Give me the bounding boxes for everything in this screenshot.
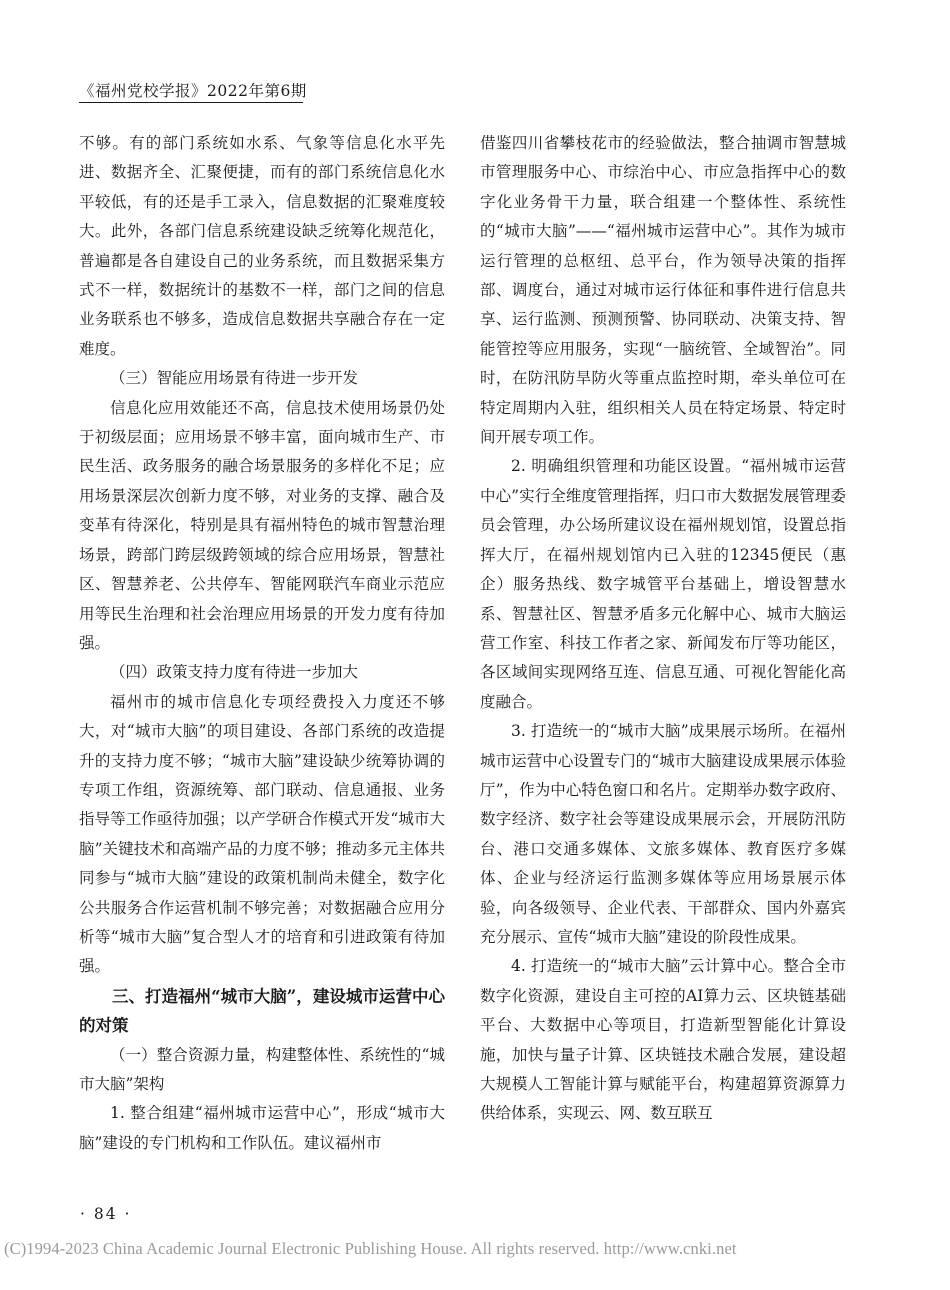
paragraph: 1. 整合组建“福州城市运营中心”，形成“城市大脑”建设的专门机构和工作队伍。建议福州市 xyxy=(79,1104,445,1152)
right-column xyxy=(480,129,846,1129)
left-column xyxy=(79,129,445,1158)
copyright-watermark: (C)1994-2023 China Academic Journal Electronic Publishing House. All rights reserved. http://www.cnki.net xyxy=(4,1239,737,1258)
paragraph: 信息化应用效能还不高，信息技术使用场景仍处于初级层面；应用场景不够丰富，面向城市生产、市民生活、政务服务的融合场景服务的多样化不足；应用场景深层次创新力度不够，对业务的支撑、融合及变革有待深化，特别是具有福州特色的城市智慧治理场景，跨部门跨层级跨领域的综合应用场景，智慧社区、智慧养老、公共停车、智能网联汽车商业示范应用等民生治理和社会治理应用场景的开发力度有待加强。 xyxy=(79,398,445,652)
paragraph: 2. 明确组织管理和功能区设置。“福州城市运营中心”实行全维度管理指挥，归口市大数据发展管理委员会管理，办公场所建议设在福州规划馆，设置总指挥大厅，在福州规划馆内已入驻的12345便民（惠企）服务热线、数字城管平台基础上，增设智慧水系、智慧社区、智慧矛盾多元化解中心、城市大脑运营工作室、科技工作者之家、新闻发布厅等功能区，各区域间实现网络互连、信息互通、可视化智能化高度融合。 xyxy=(480,457,846,711)
paragraph: 福州市的城市信息化专项经费投入力度还不够大，对“城市大脑”的项目建设、各部门系统的改造提升的支持力度不够；“城市大脑”建设缺少统筹协调的专项工作组，资源统筹、部门联动、信息通报、业务指导等工作亟待加强；以产学研合作模式开发“城市大脑”关键技术和高端产品的力度不够；推动多元主体共同参与“城市大脑”建设的政策机制尚未健全，数字化公共服务合作运营机制不够完善；对数据融合应用分析等“城市大脑”复合型人才的培育和引进政策有待加强。 xyxy=(79,692,445,976)
paragraph: 不够。有的部门系统如水系、气象等信息化水平先进、数据齐全、汇聚便捷，而有的部门系统信息化水平较低，有的还是手工录入，信息数据的汇聚难度较大。此外，各部门信息系统建设缺乏统筹化规范化，普遍都是各自建设自己的业务系统，而且数据采集方式不一样，数据统计的基数不一样，部门之间的信息业务联系也不够多，造成信息数据共享融合存在一定难度。 xyxy=(79,134,445,358)
paragraph: 借鉴四川省攀枝花市的经验做法，整合抽调市智慧城市管理服务中心、市综治中心、市应急指挥中心的数字化业务骨干力量，联合组建一个整体性、系统性的“城市大脑”——“福州城市运营中心”。其作为城市运行管理的总枢纽、总平台，作为领导决策的指挥部、调度台，通过对城市运行体征和事件进行信息共享、运行监测、预测预警、协同联动、决策支持、智能管控等应用服务，实现“一脑统管、全域智治”。同时，在防汛防旱防火等重点监控时期，牵头单位可在特定周期内入驻，组织相关人员在特定场景、特定时间开展专项工作。 xyxy=(480,134,846,447)
section-heading: 三、打造福州“城市大脑”，建设城市运营中心的对策 xyxy=(79,986,445,1036)
subsection-heading: （四）政策支持力度有待进一步加大 xyxy=(110,663,359,682)
subsection-heading: （三）智能应用场景有待进一步开发 xyxy=(110,369,359,388)
paragraph: 3. 打造统一的“城市大脑”成果展示场所。在福州城市运营中心设置专门的“城市大脑建设成果展示体验厅”，作为中心特色窗口和名片。定期举办数字政府、数字经济、数字社会等建设成果展示会，开展防汛防台、港口交通多媒体、文旅多媒体、教育医疗多媒体、企业与经济运行监测多媒体等应用场景展示体验，向各级领导、企业代表、干部群众、国内外嘉宾充分展示、宣传“城市大脑”建设的阶段性成果。 xyxy=(480,722,846,946)
header-rule xyxy=(79,102,303,103)
subsection-heading: （一）整合资源力量，构建整体性、系统性的“城市大脑”架构 xyxy=(79,1045,445,1093)
paragraph: 4. 打造统一的“城市大脑”云计算中心。整合全市数字化资源，建设自主可控的AI算力云、区块链基础平台、大数据中心等项目，打造新型智能化计算设施，加快与量子计算、区块链技术融合发展，建设超大规模人工智能计算与赋能平台，构建超算资源算力供给体系，实现云、网、数互联互 xyxy=(480,957,846,1123)
journal-header: 《福州党校学报》2022年第6期 xyxy=(79,82,307,100)
page-number: · 84 · xyxy=(80,1205,132,1223)
